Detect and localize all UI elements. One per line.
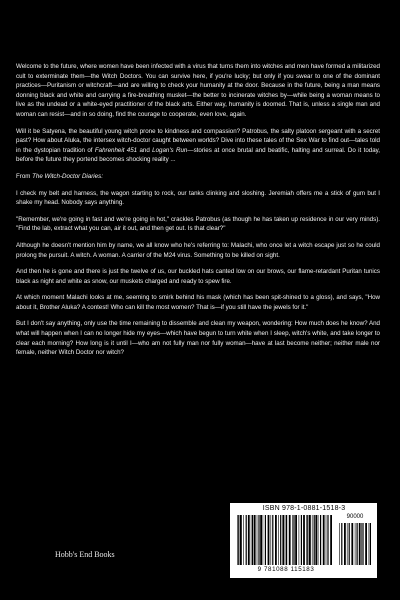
barcode-box — [230, 503, 377, 578]
barcode-addon-bars — [338, 523, 372, 565]
excerpt-paragraph-2: "Remember, we're going in fast and we're going in hot," crackles Patrobus (as though he has taken up residence in our very minds). "Find the lab, extract what you can, air it out, and then get out. Is that clear?" — [16, 215, 380, 233]
excerpt-heading: From The Witch-Doctor Diaries: — [16, 172, 103, 180]
excerpt-paragraph-4: And then he is gone and there is just the twelve of us, our buckled hats canted low on our brows, our flame-retardant Puritan tunics black as night and white as snow, our muskets charged and ready to spew fire. — [16, 268, 380, 285]
excerpt-paragraph-5: At which moment Malachi looks at me, seeming to smirk behind his mask (which has been spit-shined to a gloss), and says, "How about it, Brother Aluka? A contest! Who can kill the most women? That is—if you still have the jewels for it." — [16, 294, 380, 311]
excerpt-paragraph-6: But I don't say anything, only use the time remaining to dissemble and clean my weapon, wondering: How much does he know? And what will happen when I can no longer hide my eyes—which have begun to turn white when I sleep, witch's white, and take longer to clear each morning? How long is it until I—who am not fully man nor fully woman—have at last become neither; neither male nor female, neither Witch Doctor nor witch? — [16, 320, 380, 357]
blurb-paragraph-2: Will it be Satyena, the beautiful young witch prone to kindness and compassion? Patrobus, the salty platoon sergeant with a secret past? How about Aluka, the intersex witch-doctor caught between worlds? Dive into these tales of the Sex War to find out—tales told in the dystopian tradition of Fahrenheit 451 and Logan's Run—stories at once brutal and beatific, halting and surreal. Do it today, before the future they portend becomes shocking reality ... — [16, 127, 380, 164]
blurb-paragraph-1: Welcome to the future, where women have been infected with a virus that turns them into witches and men have formed a militarized cult to exterminate them—the Witch Doctors. You can survive here, if you're lucky; but only if you swear to one of the dominant practices—Puritanism or witchcraft—and are willing to check your humanity at the door. Because in the future, being a man means donning black and white and carrying a fire-breathing musket—the better to incinerate witches by—while being a woman means to live as the undead or a white-eyed practitioner of the black arts. Either way, humanity is doomed. That is, unless a single man and woman can resist—and in so doing, find the courage to cooperate, even love, again. — [16, 63, 380, 118]
excerpt-paragraph-3: Although he doesn't mention him by name, we all know who he's referring to: Malachi, who once let a witch escape just so he could prolong the pursuit. A witch. A woman. A carrier of the M24 virus. Something to be killed on sight. — [16, 241, 380, 259]
publisher-name: Hobb's End Books — [55, 550, 115, 559]
excerpt-paragraph-1: I check my belt and harness, the wagon starting to rock, our tanks clinking and sloshing. Jeremiah offers me a stick of gum but I shake my head. Nobody says anything. — [16, 189, 380, 207]
isbn-text: ISBN 978-1-0881-1518-3 — [262, 505, 346, 512]
blurb-text — [16, 62, 380, 365]
barcode-addon-number: 90000 — [346, 514, 364, 520]
barcode-bars — [236, 515, 334, 565]
barcode-digits: 9 781088 115183 — [257, 566, 315, 573]
